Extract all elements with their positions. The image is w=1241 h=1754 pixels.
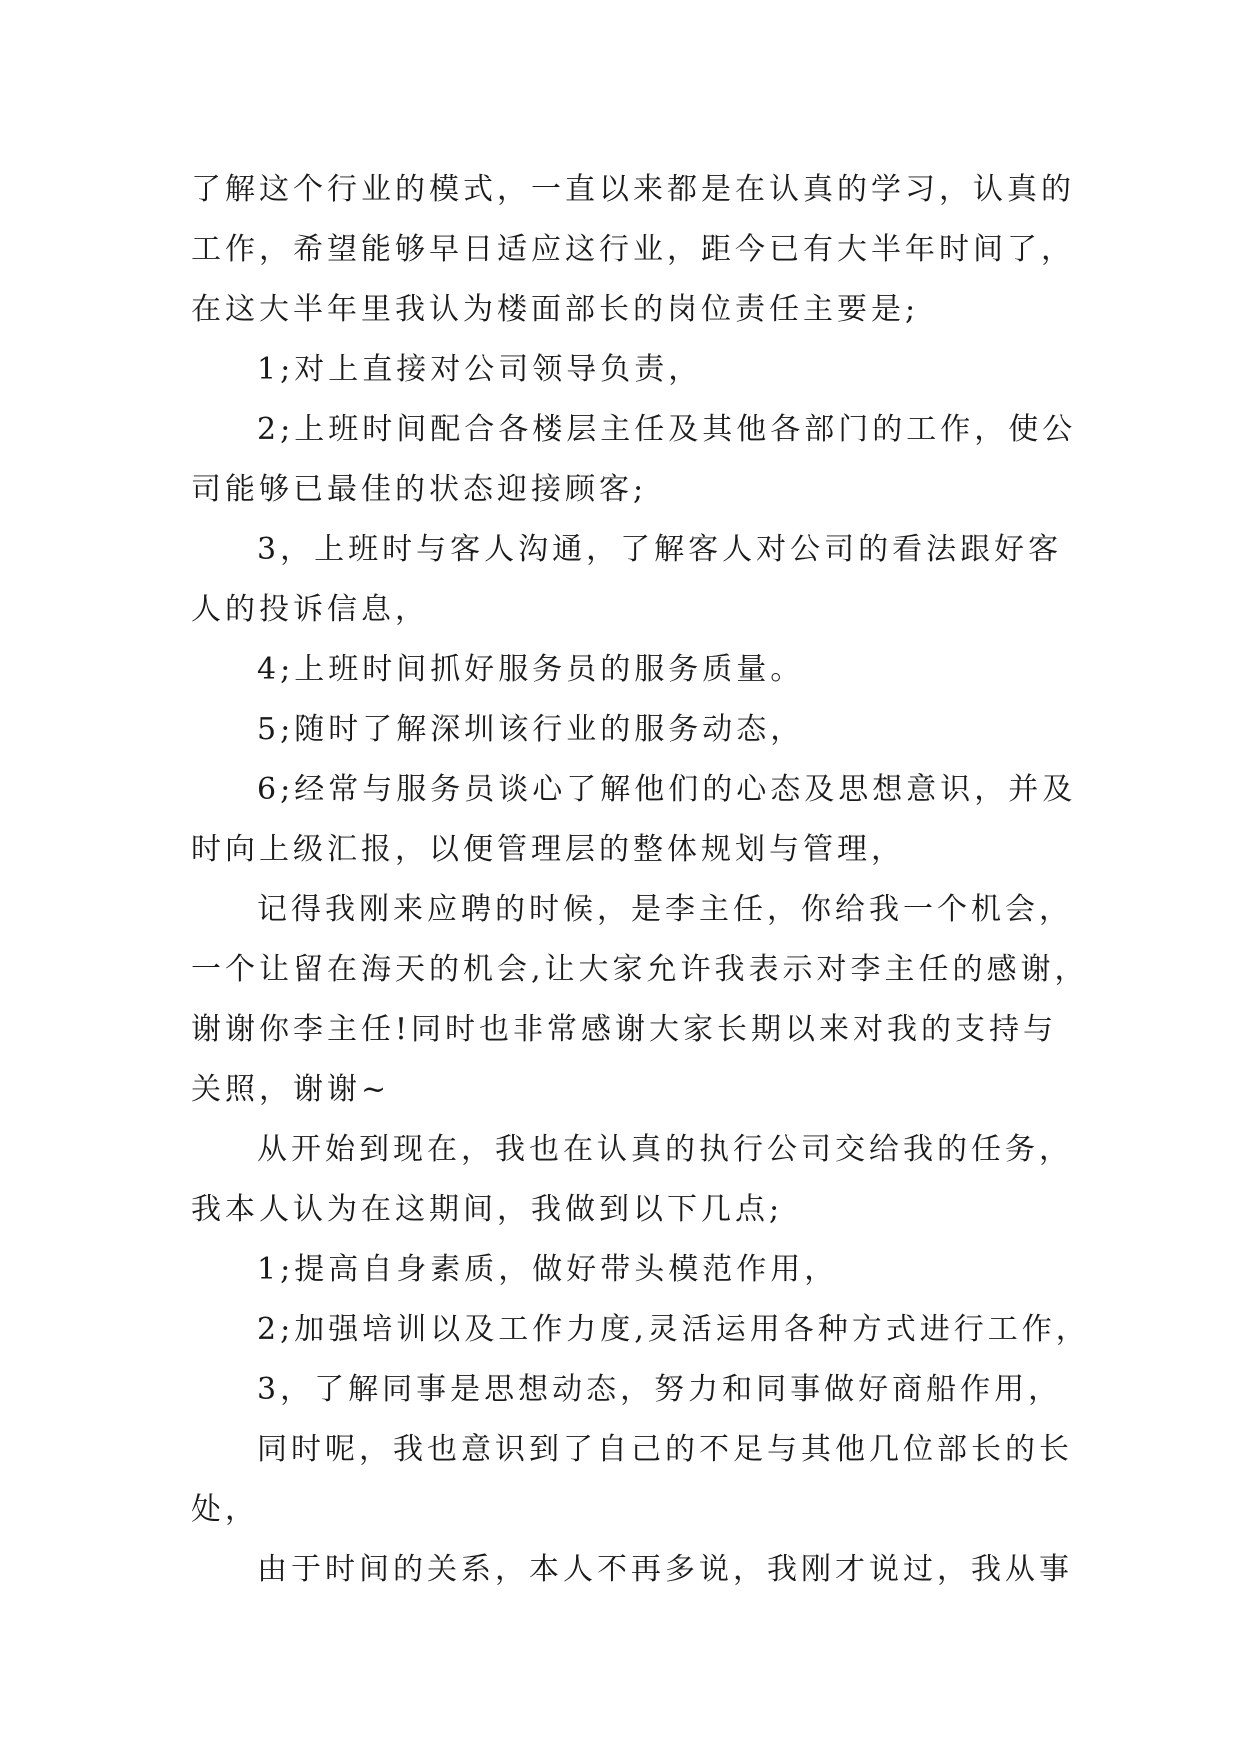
document-body bbox=[191, 160, 1090, 1600]
text-line: 关照，谢谢~ bbox=[191, 1072, 391, 1107]
text-line: 同时呢，我也意识到了自己的不足与其他几位部长的长 bbox=[257, 1432, 1073, 1467]
text-line: 工作，希望能够早日适应这行业，距今已有大半年时间了， bbox=[191, 232, 1075, 267]
text-line: 时向上级汇报，以便管理层的整体规划与管理， bbox=[191, 832, 905, 867]
text-line: 人的投诉信息， bbox=[191, 592, 429, 627]
text-line: 谢谢你李主任!同时也非常感谢大家长期以来对我的支持与 bbox=[191, 1012, 1058, 1047]
text-line: 从开始到现在，我也在认真的执行公司交给我的任务， bbox=[257, 1132, 1073, 1167]
text-line: 司能够已最佳的状态迎接顾客; bbox=[191, 472, 648, 507]
text-line: 记得我刚来应聘的时候，是李主任，你给我一个机会， bbox=[257, 892, 1073, 927]
text-line: 6;经常与服务员谈心了解他们的心态及思想意识，并及 bbox=[257, 772, 1077, 807]
text-line: 由于时间的关系，本人不再多说，我刚才说过，我从事 bbox=[257, 1552, 1073, 1587]
text-line: 4;上班时间抓好服务员的服务质量。 bbox=[257, 652, 805, 687]
text-line: 3，上班时与客人沟通，了解客人对公司的看法跟好客 bbox=[257, 532, 1063, 567]
text-line: 一个让留在海天的机会,让大家允许我表示对李主任的感谢， bbox=[191, 952, 1089, 987]
text-line: 了解这个行业的模式，一直以来都是在认真的学习，认真的 bbox=[191, 172, 1075, 207]
text-line: 2;加强培训以及工作力度,灵活运用各种方式进行工作， bbox=[257, 1312, 1090, 1347]
text-line: 2;上班时间配合各楼层主任及其他各部门的工作，使公 bbox=[257, 412, 1077, 447]
text-line: 1;对上直接对公司领导负责， bbox=[257, 352, 703, 387]
text-line: 3，了解同事是思想动态，努力和同事做好商船作用， bbox=[257, 1372, 1063, 1407]
text-line: 1;提高自身素质，做好带头模范作用， bbox=[257, 1252, 839, 1287]
text-line: 5;随时了解深圳该行业的服务动态， bbox=[257, 712, 805, 747]
text-line: 处， bbox=[191, 1492, 259, 1527]
text-line: 在这大半年里我认为楼面部长的岗位责任主要是; bbox=[191, 292, 920, 327]
text-line: 我本人认为在这期间，我做到以下几点; bbox=[191, 1192, 784, 1227]
